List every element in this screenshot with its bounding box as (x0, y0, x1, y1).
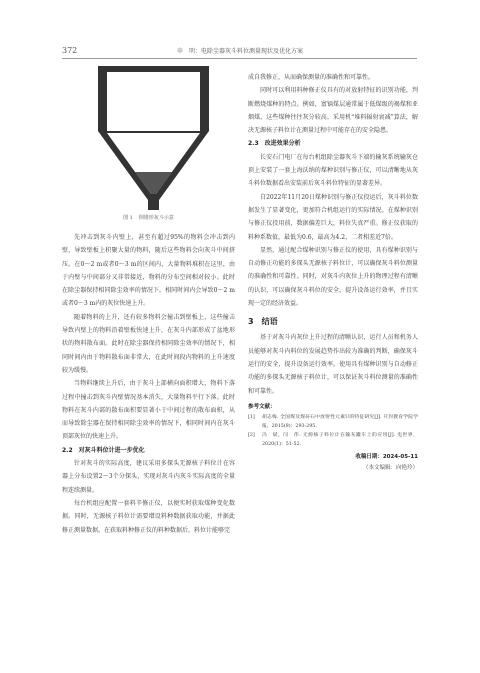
section-2-3-paragraph-3: 显然，通过配合煤种识别与修正仪的使用，具有煤种识别与自动修正功能的多探头无源核子料位计，可以确保灰斗料位测量的准确性和可靠性。同时，对灰斗内灰位上升的物理过程有清晰的认识，可以确保灰斗料位的安全，提升设备运行效率，并且实现一定的经济效益。 (248, 246, 418, 308)
figure-caption-text: 倒锥形灰斗示意 (138, 215, 174, 221)
section-2-3-heading: 2.3 改进效果分析 (248, 140, 301, 148)
section-2-2-heading: 2.2 对灰斗料位计进一步优化 (62, 446, 145, 454)
header-rule (62, 58, 417, 59)
running-title: 申 明：电除尘器灰斗料位测量现状及优化方案 (176, 48, 303, 55)
hopper-outlet (148, 200, 159, 210)
hopper-wall-left (98, 72, 107, 131)
editor-credit: （本文编辑：向艳玲） (362, 464, 418, 471)
left-column (62, 231, 235, 537)
right-paragraph-2: 同时可以利用料种修正仪具有的对放射特征的识别功能，判断燃烧煤种的特点。例如，富镉煤层通常属于低煤级的褐煤和亚烟煤，这些煤种往往灰分较高。采用机“堆料辐射衰减”算法，解决无源核子料位计在测量过程中可能存在的安全隐患。 (248, 87, 418, 135)
received-date: 收稿日期：2024-05-11 (355, 453, 418, 460)
hopper-wall-right (200, 72, 209, 131)
left-paragraph-2: 随着物料的上升，还有较多物料会撞击到壁板上，这些撞击导致内壁上的物料沿着壁板快速上升，在灰斗内部形成了盆地形状的物料散布面。此时在除尘器保持相同除尘效率的情况下，相同时间内由于物料散布面非常大，在此时间段内物料的上升速度较为缓慢。 (62, 313, 235, 374)
figure-caption (62, 214, 235, 221)
section-2-2-paragraph-2: 每台机组应配置一套料辛修正仪，以便实时获取煤种变化数据。同时，无源核子料位计需要增设料种数据获取功能，并据此修正测量数据。在获取料种修正仪的料种数据后，料位计能够完 (62, 499, 235, 534)
reference-item (248, 431, 418, 449)
reference-number: [2] (248, 432, 255, 438)
left-paragraph-1: 先冲击到灰斗内壁上，甚至有超过95%的物料会冲击到内壁，导致壁板上积聚大量的物料，随后这些物料会向灰斗中间挤压。在0～2 m或者0～3 m的区间内，大量物料堆积在这里，由于内壁与中间部分又非常接近，物料的分布空间相对较小。此时在除尘器保持相同除尘效率的情况下，相同时间内会导致0～2 m或者0～3 m内的灰位快速上升。 (62, 234, 235, 308)
reference-text: 冯 斌，闫 伟. 无源核子料位计在输灰罐车上的应用[J]. 电世界，2020(1)：51-52. (262, 432, 418, 447)
reference-item (248, 413, 418, 431)
right-column (248, 71, 418, 474)
hopper-top-cap (98, 66, 209, 72)
left-paragraph-3: 当物料继续上升后，由于灰斗上部横向面积增大，物料下落过程中撞击到灰斗内壁情况基本消失，大量物料平行下落。此时物料在灰斗内部的散布面积要显著小于中间过程的散布面积，从而导致除尘器在保持相同除尘效率的情况下，相同时间内在灰斗顶部灰位的快速上升。 (62, 380, 235, 441)
page-number: 372 (62, 46, 78, 55)
right-paragraph-continued: 成自我修正，从而确保测量的准确性和可靠性。 (248, 74, 375, 81)
inverted-cone-hopper-figure (90, 63, 218, 213)
section-2-3-paragraph-2: 自2022年11月20日煤种识别与修正仪投运后，灰斗料位数据发生了显著变化，更加符合机组运行的实际情况。在煤种识别与修正仪投用前，数据偏差巨大，料位失真严重。修正仪获取的料种系数值，最低为0.6，最高为4.2，二者相差近7倍。 (248, 193, 418, 241)
reference-text: 胡志梅. 全国煤及煤矸石中放射性元素U的特征研究[J]. 开封教育学院学报，2015(9)：293-295. (262, 414, 418, 429)
section-2-2-paragraph-1: 针对灰斗的实际高度，建议采用多探头无源核子料位计在容器上分布设置2～3个分探头，实现对灰斗内灰斗实际高度的全量程连续测量。 (62, 460, 235, 494)
reference-number: [1] (248, 414, 255, 420)
page-header (0, 0, 480, 58)
section-3-paragraph-1: 基于对灰斗内灰位上升过程的清晰认识，运行人员和机务人员能够对灰斗内料位的发展趋势作出较为准确的判断，确保灰斗运行的安全，提升设备运行效率。使用具有煤种识别与自动修正功能的多探头无源核子料位计，可以保证灰斗料位测量的准确性和可靠性。 (248, 334, 418, 395)
reference-list (248, 413, 418, 449)
references-heading: 参考文献： (248, 403, 276, 410)
section-2-3-paragraph-1: 长安石门电厂在每台机组除尘器灰斗下端的输灰系统输灰仓顶上安装了一套上海沃纳的煤种识别与修正仪，可以清晰地从灰斗料位数据看出安装前后灰斗料位特征的显著差异。 (248, 153, 418, 188)
figure-label: 图 1 (123, 215, 133, 221)
section-3-heading: 3 结语 (248, 317, 278, 327)
